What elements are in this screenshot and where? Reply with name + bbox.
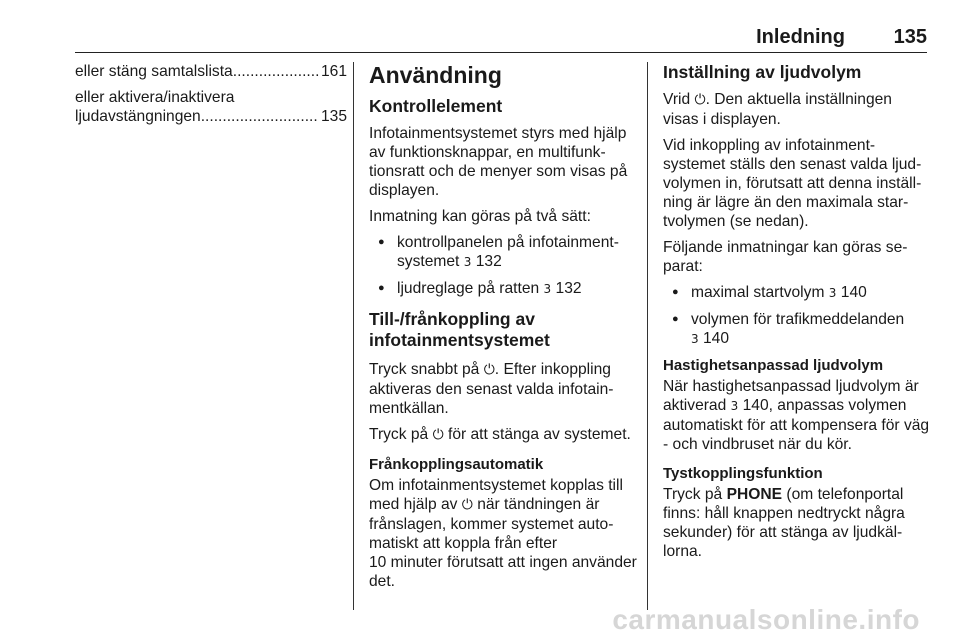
power-icon: ⏻ (432, 427, 444, 443)
subsection-heading: Kontrollelement (369, 96, 503, 116)
index-entry (75, 62, 347, 81)
index-entry (75, 107, 347, 126)
volume-knob-icon: ⏻ (694, 92, 706, 108)
leader-dots (201, 107, 319, 126)
page-header (75, 24, 927, 53)
page-ref-arrow-icon: 3 (730, 399, 739, 413)
chapter-title: Inledning (756, 26, 845, 48)
minor-heading: Hastighetsanpassad ljudvolym (663, 357, 884, 374)
index-entry-line: eller aktivera/inaktivera (75, 89, 235, 106)
index-column (75, 62, 347, 133)
minor-heading: Frånkopplingsautomatik (369, 456, 544, 473)
page-ref-arrow-icon: 3 (543, 282, 552, 296)
list-item: ● kontrollpanelen på infotainmentsystemet 3 132 (369, 233, 639, 272)
paragraph: Inmatning kan göras på två sätt: (369, 208, 591, 225)
power-icon: ⏻ (483, 362, 495, 378)
paragraph: Om infotainmentsystemet kopplas till med hjälp av ⏻ när tändningen är frånslagen, kommer systemet automatiskt att koppla från efter 10 minuter förutsatt att ingen använder det. (369, 477, 637, 590)
phone-key-label: PHONE (726, 486, 783, 503)
bullet-list (369, 233, 639, 299)
index-entry-page: 161 (320, 63, 347, 80)
paragraph: Vid inkoppling av infotainmentsystemet ställs den senast valda ljudvolymen in, förutsatt att denna inställning är lägre än den maximala startvolymen (se nedan). (663, 137, 922, 230)
volume-column (663, 62, 931, 568)
paragraph: Tryck på ⏻ för att stänga av systemet. (369, 426, 631, 443)
list-item: ● ljudreglage på ratten 3 132 (369, 279, 639, 299)
page-ref-arrow-icon: 3 (691, 332, 699, 346)
page-ref: 140 (840, 284, 867, 301)
paragraph: Tryck snabbt på ⏻. Efter inkoppling aktiveras den senast valda infotainmentkällan. (369, 361, 614, 417)
paragraph: Följande inmatningar kan göras separat: (663, 239, 908, 275)
page-ref: 132 (555, 280, 582, 297)
section-heading: Användning (369, 62, 502, 88)
list-item: ● volymen för trafikmeddelanden 3 140 (663, 310, 931, 349)
paragraph: Vrid ⏻. Den aktuella inställningen visas i displayen. (663, 91, 892, 128)
column-divider (353, 62, 354, 610)
page-ref: 140 (742, 397, 769, 414)
leader-dots (233, 62, 319, 81)
page-ref-arrow-icon: 3 (463, 255, 472, 269)
minor-heading: Tystkopplingsfunktion (663, 465, 823, 482)
subsection-heading: Inställning av ljudvolym (663, 62, 862, 82)
paragraph: När hastighetsanpassad ljudvolym är aktiverad 3 140, anpassas volymen automatiskt för att kompensera för väg - och vindbruset när du kör. (663, 378, 930, 453)
usage-column (369, 62, 639, 598)
page-ref: 132 (475, 253, 502, 270)
index-entry-page: 135 (320, 108, 347, 125)
list-item: ● maximal startvolym 3 140 (663, 283, 931, 303)
subsection-heading: Till-/frånkoppling av infotainmentsystemet (369, 309, 550, 350)
page-ref-arrow-icon: 3 (828, 286, 837, 300)
bullet-list (663, 283, 931, 349)
page-ref: 140 (702, 330, 730, 347)
paragraph: Tryck på PHONE (om telefonportal finns: håll knappen nedtryckt några sekunder) för att stänga av ljudkällorna. (663, 486, 905, 560)
index-entry-text: eller stäng samtalslista (75, 63, 233, 80)
power-icon: ⏻ (461, 497, 473, 513)
page-number: 135 (893, 26, 927, 48)
index-entry-text: ljudavstängningen (75, 108, 201, 125)
paragraph: Infotainmentsystemet styrs med hjälp av funktionsknappar, en multifunktionsratt och de menyer som visas på displayen. (369, 125, 628, 199)
column-divider (647, 62, 648, 610)
watermark: carmanualsonline.info (612, 604, 920, 635)
